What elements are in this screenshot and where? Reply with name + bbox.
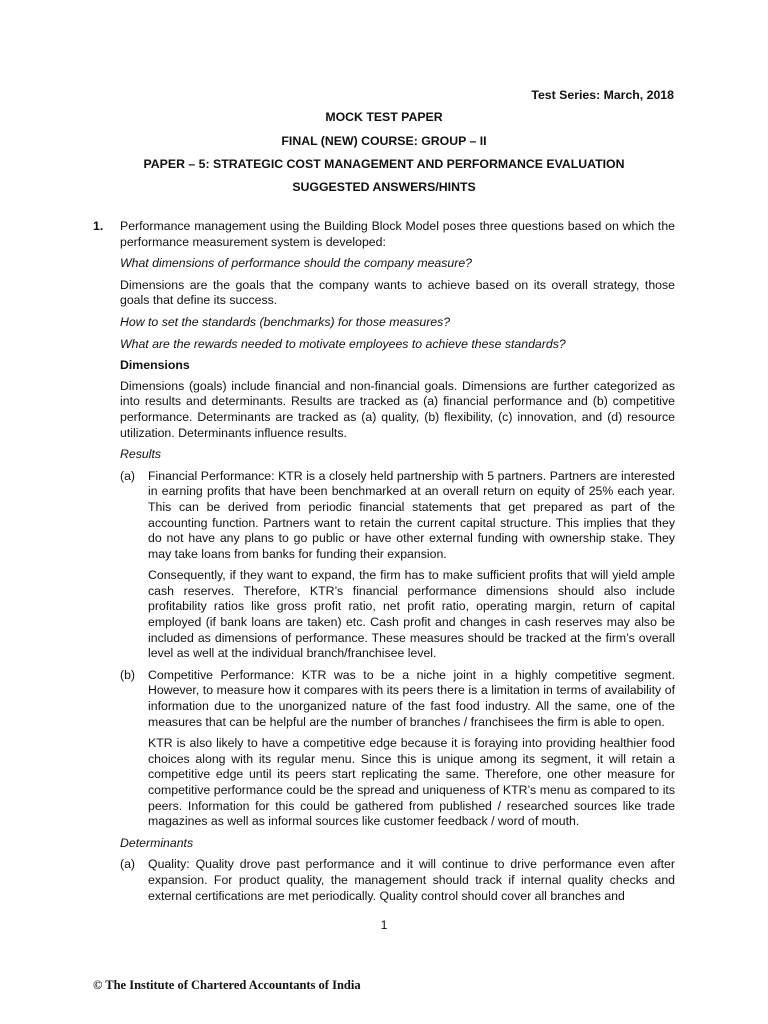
item-label: (a) [120,857,136,872]
question-rewards: What are the rewards needed to motivate employees to achieve these standards? [120,336,566,351]
results-heading: Results [120,447,162,462]
course-title: FINAL (NEW) COURSE: GROUP – II [281,134,487,148]
financial-performance-paragraph: Financial Performance: KTR is a closely held partnership with 5 partners. Partners are interested in earning profits that have been benchmarked at an overall return on equity of 25% each year. This can be derived from periodic financial statements that get prepared as part of the accounting function. Partners want to retain the current capital structure. This implies that they do not have any plans to go public or have other external funding with ownership stake. They may take loans from banks for funding their expansion. [148,468,675,561]
intro-paragraph: Performance management using the Building Block Model poses three questions based on which the performance measurement system is developed: [120,219,675,249]
copyright-footer: © The Institute of Chartered Accountants of India [93,978,361,992]
item-label: (b) [120,667,136,682]
determinants-item-quality [120,857,675,904]
question-number: 1. [93,219,104,233]
answer-body [93,219,675,910]
question-dimensions: What dimensions of performance should the company measure? [120,256,473,271]
results-item-financial [120,469,675,662]
dimensions-heading: Dimensions [120,358,190,373]
dimensions-paragraph: Dimensions (goals) include financial and non-financial goals. Dimensions are further categorized as into results and determinants. Results are tracked as (a) financial performance and (b) competitive performance. Determinants are tracked as (a) quality, (b) flexibility, (c) innovation, and (d) resource utilization. Determinants influence results. [120,378,675,440]
competitive-performance-paragraph: Competitive Performance: KTR was to be a niche joint in a highly competitive segment. However, to measure how it compares with its peers there is a limitation in terms of availability of information due to the unorganized nature of the fast food industry. All the same, one of the measures that can be helpful are the number of branches / franchisees the firm is able to open. [148,667,675,729]
competitive-edge-paragraph: KTR is also likely to have a competitive edge because it is foraying into providing healthier food choices along with its regular menu. Since this is unique among its segment, it will retain a competitive edge until its peers start replicating the same. Therefore, one other measure for competitive performance could be the spread and uniqueness of KTR’s menu as compared to its peers. Information for this could be gathered from published / researched sources like trade magazines as well as informal sources like customer feedback / word of mouth. [148,736,675,829]
dimensions-answer: Dimensions are the goals that the company wants to achieve based on its overall strategy, those goals that define its success. [120,277,675,308]
test-series-label: Test Series: March, 2018 [531,88,674,102]
answer-content [120,219,675,904]
question-standards: How to set the standards (benchmarks) for those measures? [120,314,451,329]
item-label: (a) [120,468,136,483]
determinants-heading: Determinants [120,835,194,850]
answers-heading: SUGGESTED ANSWERS/HINTS [292,180,476,194]
page-number: 1 [380,918,388,932]
results-item-competitive [120,668,675,830]
paper-subject: PAPER – 5: STRATEGIC COST MANAGEMENT AND PERFORMANCE EVALUATION [143,157,625,171]
financial-expansion-paragraph: Consequently, if they want to expand, the firm has to make sufficient profits that will yield ample cash reserves. Therefore, KTR’s financial performance dimensions should also include profitability ratios like gross profit ratio, net profit ratio, operating margin, return of capital employed (if bank loans are taken) etc. Cash profit and changes in cash reserves may also be included as dimensions of performance. These measures should be tracked at the firm’s overall level as well at the individual branch/franchisee level. [148,568,675,661]
quality-paragraph: Quality: Quality drove past performance and it will continue to drive performance even after expansion. For product quality, the management should track if internal quality checks and external certifications are met periodically. Quality control should cover all branches and [148,857,675,903]
paper-title: MOCK TEST PAPER [325,110,443,124]
